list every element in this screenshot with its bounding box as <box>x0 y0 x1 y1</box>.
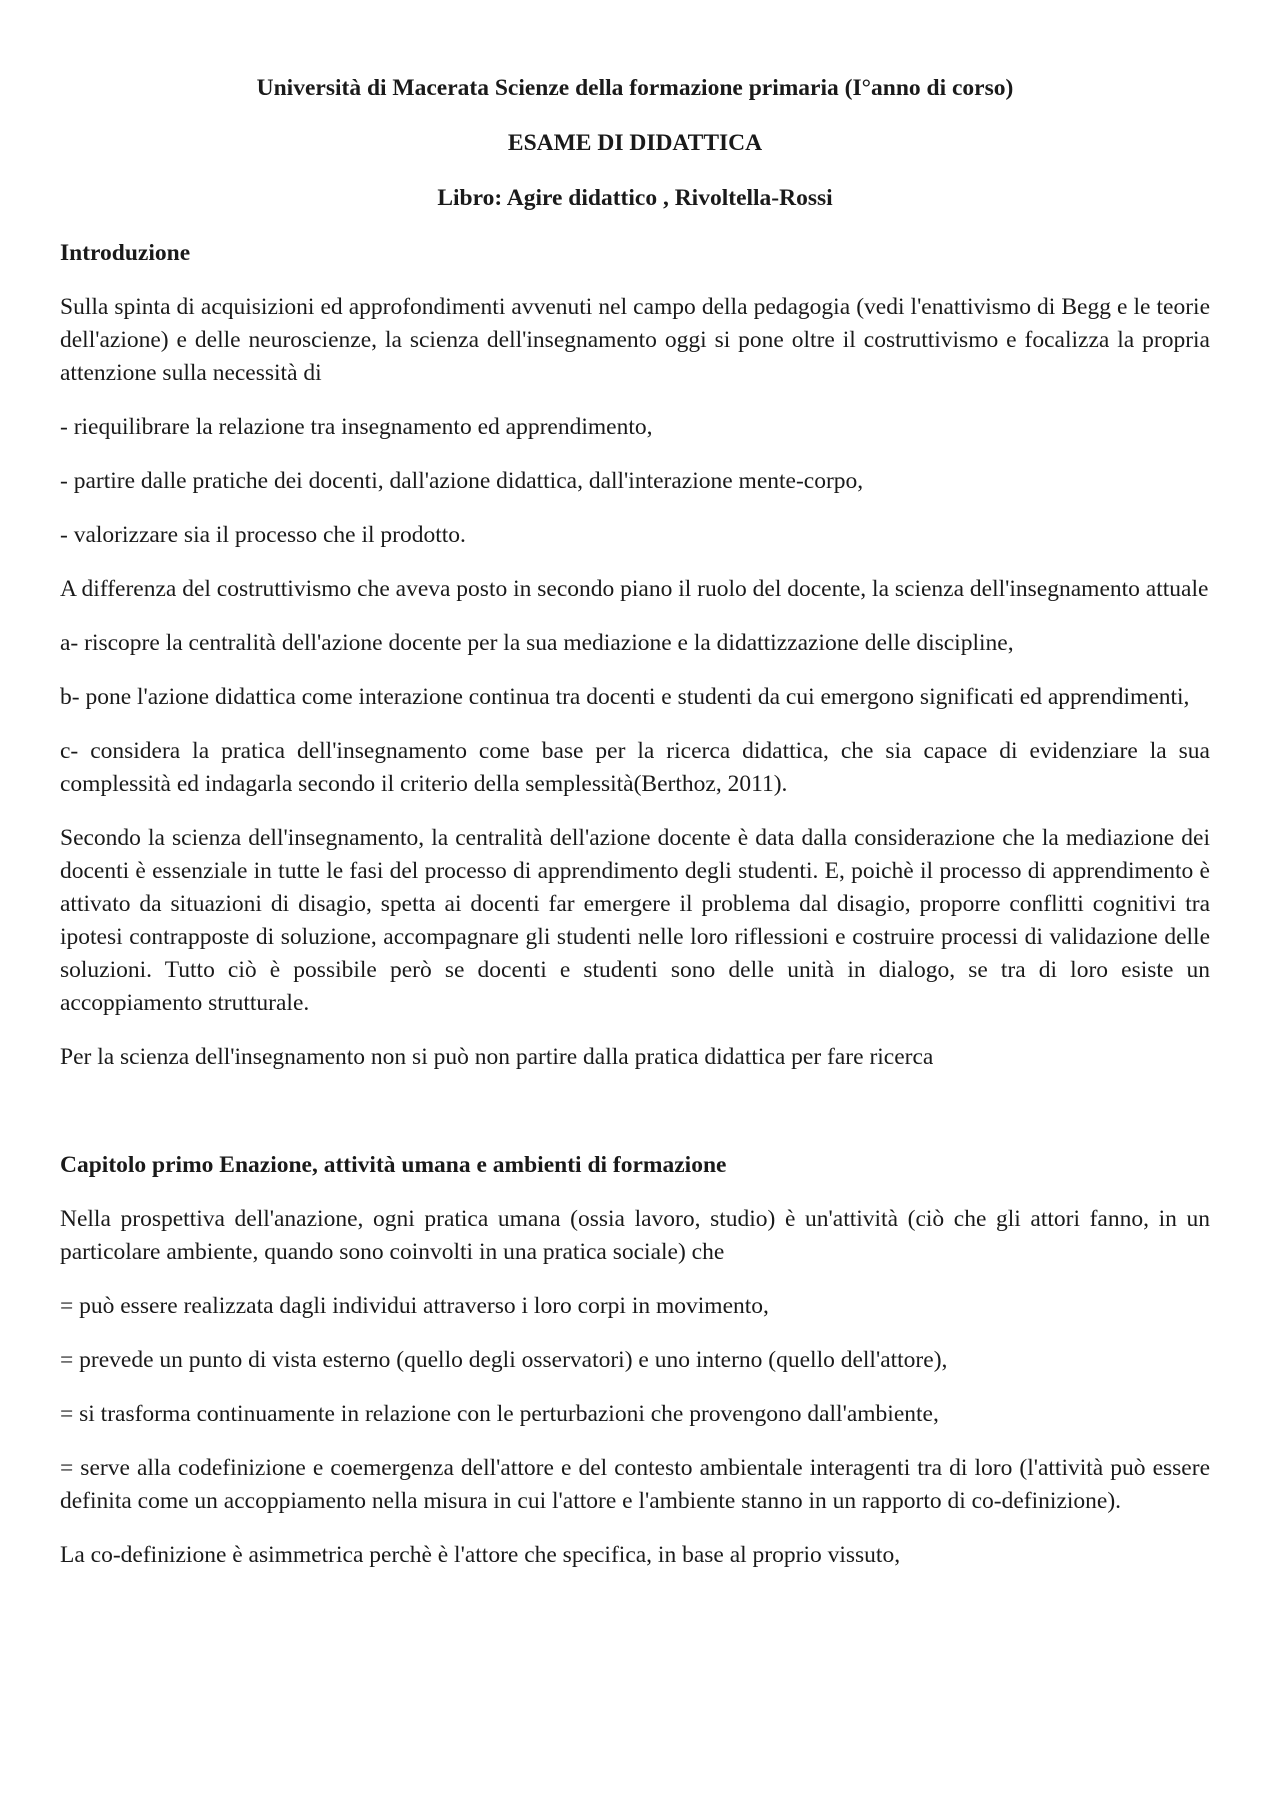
chapter-paragraph: Nella prospettiva dell'anazione, ogni pratica umana (ossia lavoro, studio) è un'attività (ciò che gli attori fanno, in un particolare ambiente, quando sono coinvolti in una pratica sociale) che <box>60 1206 1210 1265</box>
section-spacer <box>60 1095 1210 1149</box>
chapter-paragraph: La co-definizione è asimmetrica perchè è l'attore che specifica, in base al proprio vissuto, <box>60 1542 901 1568</box>
list-item: b- pone l'azione didattica come interazione continua tra docenti e studenti da cui emergono significati ed apprendimenti, <box>60 684 1190 710</box>
list-item: - riequilibrare la relazione tra insegnamento ed apprendimento, <box>60 414 653 440</box>
intro-paragraph: Per la scienza dell'insegnamento non si può non partire dalla pratica didattica per fare ricerca <box>60 1044 934 1070</box>
list-item: c- considera la pratica dell'insegnamento come base per la ricerca didattica, che sia capace di evidenziare la sua complessità ed indagarla secondo il criterio della semplessità(Berthoz, 2011). <box>60 738 1210 797</box>
intro-heading: Introduzione <box>60 240 191 266</box>
list-item: - partire dalle pratiche dei docenti, dall'azione didattica, dall'interazione mente-corpo, <box>60 468 864 494</box>
chapter-heading: Capitolo primo Enazione, attività umana e ambienti di formazione <box>60 1152 727 1178</box>
book-title: Libro: Agire didattico , Rivoltella-Rossi <box>437 185 833 211</box>
list-item: - valorizzare sia il processo che il prodotto. <box>60 522 466 548</box>
list-item: = prevede un punto di vista esterno (quello degli osservatori) e uno interno (quello dell'attore), <box>60 1347 948 1373</box>
list-item: = serve alla codefinizione e coemergenza dell'attore e del contesto ambientale interagenti tra di loro (l'attività può essere definita come un accoppiamento nella misura in cui l'attore e l'ambiente stanno in un rapporto di co-definizione). <box>60 1455 1210 1514</box>
intro-paragraph: Secondo la scienza dell'insegnamento, la centralità dell'azione docente è data dalla considerazione che la mediazione dei docenti è essenziale in tutte le fasi del processo di apprendimento degli studenti. E, poichè il processo di apprendimento è attivato da situazioni di disagio, spetta ai docenti far emergere il problema dal disagio, proporre conflitti cognitivi tra ipotesi contrapposte di soluzione, accompagnare gli studenti nelle loro riflessioni e costruire processi di validazione delle soluzioni. Tutto ciò è possibile però se docenti e studenti sono delle unità in dialogo, se tra di loro esiste un accoppiamento strutturale. <box>60 825 1210 1016</box>
university-title: Università di Macerata Scienze della formazione primaria (I°anno di corso) <box>256 75 1014 101</box>
intro-paragraph: Sulla spinta di acquisizioni ed approfondimenti avvenuti nel campo della pedagogia (vedi l'enattivismo di Begg e le teorie dell'azione) e delle neuroscienze, la scienza dell'insegnamento oggi si pone oltre il costruttivismo e focalizza la propria attenzione sulla necessità di <box>60 294 1210 386</box>
list-item: a- riscopre la centralità dell'azione docente per la sua mediazione e la didattizzazione delle discipline, <box>60 630 1014 656</box>
list-item: = può essere realizzata dagli individui attraverso i loro corpi in movimento, <box>60 1293 769 1319</box>
list-item: = si trasforma continuamente in relazione con le perturbazioni che provengono dall'ambiente, <box>60 1401 939 1427</box>
exam-title: ESAME DI DIDATTICA <box>507 130 763 156</box>
intro-paragraph: A differenza del costruttivismo che aveva posto in secondo piano il ruolo del docente, la scienza dell'insegnamento attuale <box>60 576 1209 602</box>
